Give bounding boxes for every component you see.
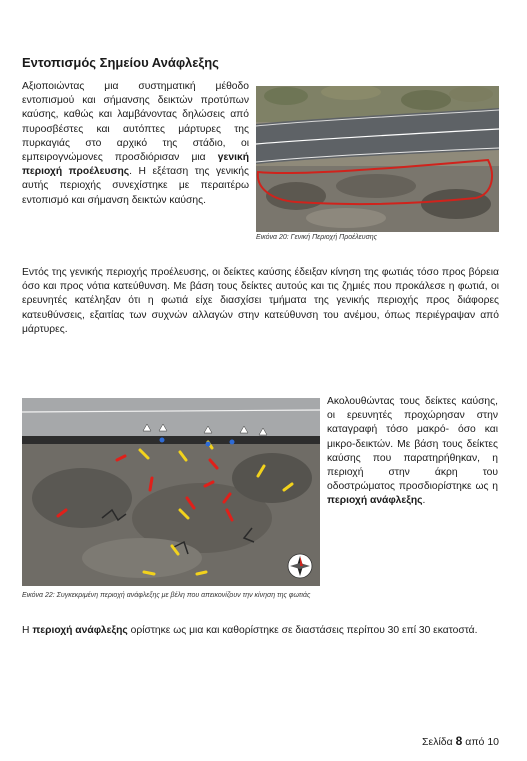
conclusion-text-start: Η [22,625,33,636]
conclusion-bold-term: περιοχή ανάφλεξης [32,625,128,636]
compass-icon [288,554,312,578]
intro-bold-term: γενική περιοχή προέλευσης [22,152,249,178]
section-heading: Εντοπισμός Σημείου Ανάφλεξης [22,55,219,70]
page-footer [422,734,499,748]
ignition-text-start: Ακολουθώντας τους δείκτες καύσης, οι ερευνητές προχώρησαν στην καταγραφή τόσο μακρό- όσο και μικρο-δεικτών. Με βάση τους δείκτες καύσης που παρατηρήθηκαν, η περιοχή στην άκρη του οδοστρώματος προσδιορίστηκε ως η [327,396,498,493]
footer-prefix: Σελίδα [422,736,456,748]
conclusion-paragraph [22,624,499,638]
intro-text-end: . Η εξέταση της γενικής αυτής περιοχής συνεχίστηκε με περαιτέρω εντοπισμό και σήμανση δεικτών καύσης. [22,166,249,206]
figure-22-caption: Εικόνα 22: Συγκεκριμένη περιοχή ανάφλεξης με βέλη που απεικονίζουν την κίνηση της φωτιάς [22,592,311,599]
figure-20-caption: Εικόνα 20: Γενική Περιοχή Προέλευσης [256,234,378,241]
direction-paragraph: Εντός της γενικής περιοχής προέλευσης, οι δείκτες καύσης έδειξαν κίνηση της φωτιάς τόσο προς βόρεια όσο και προς νότια κατεύθυνση. Με βάση τους δείκτες αυτούς και τις ζημιές που προκάλεσε η φωτιά, οι ερευνητές κατέληξαν ότι η φωτιά είχε διασχίσει τμήματα της γενικής περιοχής προς διάφορες κατευθύνσεις, εξαιτίας των συχνών αλλαγών στην κατεύθυνση του ανέμου, όπως περιέγραψαν από μάρτυρες. [22,267,499,335]
conclusion-text-end: ορίστηκε ως μια και καθορίστηκε σε διαστάσεις περίπου 30 επί 30 εκατοστά. [127,625,478,636]
page-number: 8 [455,734,463,748]
ignition-text-end: . [422,495,426,507]
intro-text-start: Αξιοποιώντας μια συστηματική μέθοδο εντοπισμού και σήμανσης δεικτών προτύπων καύσης, καθώς και λαμβάνοντας δηλώσεις από πυροσβέστες και αυτόπτες μάρτυρες της πυρκαγιάς στο αρχικό της στάδιο, οι εμπειρογνώμονες προσδιόρισαν μια [22,81,249,164]
figure-ignition-area [22,398,320,586]
footer-suffix: από 10 [462,736,499,748]
figure-general-origin-area [256,86,499,232]
ignition-paragraph [327,395,498,509]
ignition-bold-term: περιοχή ανάφλεξης [327,495,423,507]
intro-paragraph [22,80,249,208]
